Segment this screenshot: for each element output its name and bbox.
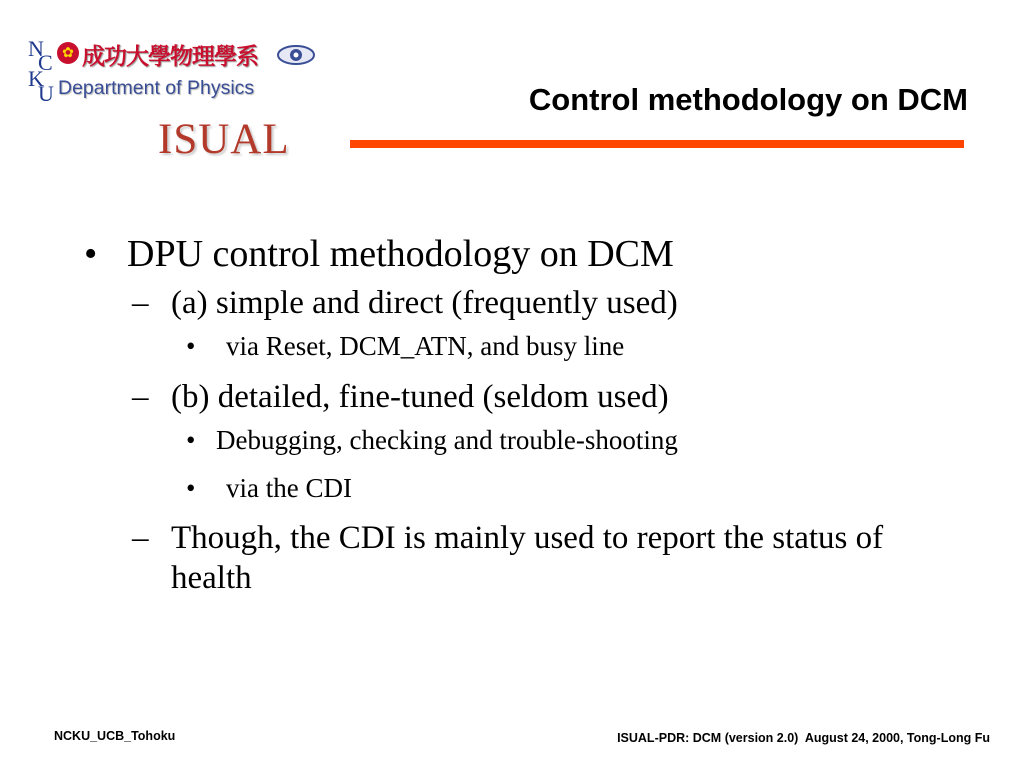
dash-marker: – <box>132 519 149 556</box>
bullet-list <box>84 232 954 605</box>
bullet-item <box>84 232 954 278</box>
sub-sub-bullet-item <box>186 330 954 362</box>
title-underline <box>350 140 964 148</box>
logo-letter-k: K <box>28 66 44 91</box>
isual-logo-text: ISUAL <box>158 116 290 163</box>
logo-letter-c: C <box>38 50 53 75</box>
sub-bullet-text: (b) detailed, fine-tuned (seldom used) <box>171 378 669 415</box>
sub-sub-bullet-item <box>186 424 954 456</box>
bullet-marker: • <box>186 331 196 362</box>
sub-sub-bullet-item <box>186 472 954 504</box>
university-seal-icon: ✿ <box>57 42 79 64</box>
slide-title: Control methodology on DCM <box>528 82 968 117</box>
sub-bullet-text: (a) simple and direct (frequently used) <box>171 284 678 321</box>
bullet-marker: • <box>186 425 196 456</box>
department-chinese-name: 成功大學物理學系 <box>82 44 258 70</box>
sub-sub-bullet-text: via the CDI <box>226 472 352 503</box>
footer-left-text: NCKU_UCB_Tohoku <box>54 729 176 743</box>
sub-bullet-item <box>132 378 954 418</box>
sub-bullet-text: Though, the CDI is mainly used to report the status of health <box>171 519 884 596</box>
sub-bullet-item <box>132 284 954 324</box>
bullet-marker: • <box>84 233 98 275</box>
department-english-name: Department of Physics <box>58 77 255 99</box>
footer-right-text: ISUAL-PDR: DCM (version 2.0) August 24, 2000, Tong-Long Fu <box>617 731 990 745</box>
sub-sub-bullet-text: via Reset, DCM_ATN, and busy line <box>226 331 625 362</box>
bullet-text: DPU control methodology on DCM <box>127 233 674 275</box>
department-logo <box>22 30 322 170</box>
dash-marker: – <box>132 378 149 415</box>
sub-bullet-item <box>132 519 954 598</box>
logo-letter-n: N <box>28 36 44 61</box>
eye-icon <box>276 44 316 66</box>
sub-sub-bullet-text: Debugging, checking and trouble-shooting <box>216 425 678 456</box>
dash-marker: – <box>132 284 149 321</box>
logo-letter-u: U <box>38 81 54 106</box>
bullet-marker: • <box>186 472 196 503</box>
